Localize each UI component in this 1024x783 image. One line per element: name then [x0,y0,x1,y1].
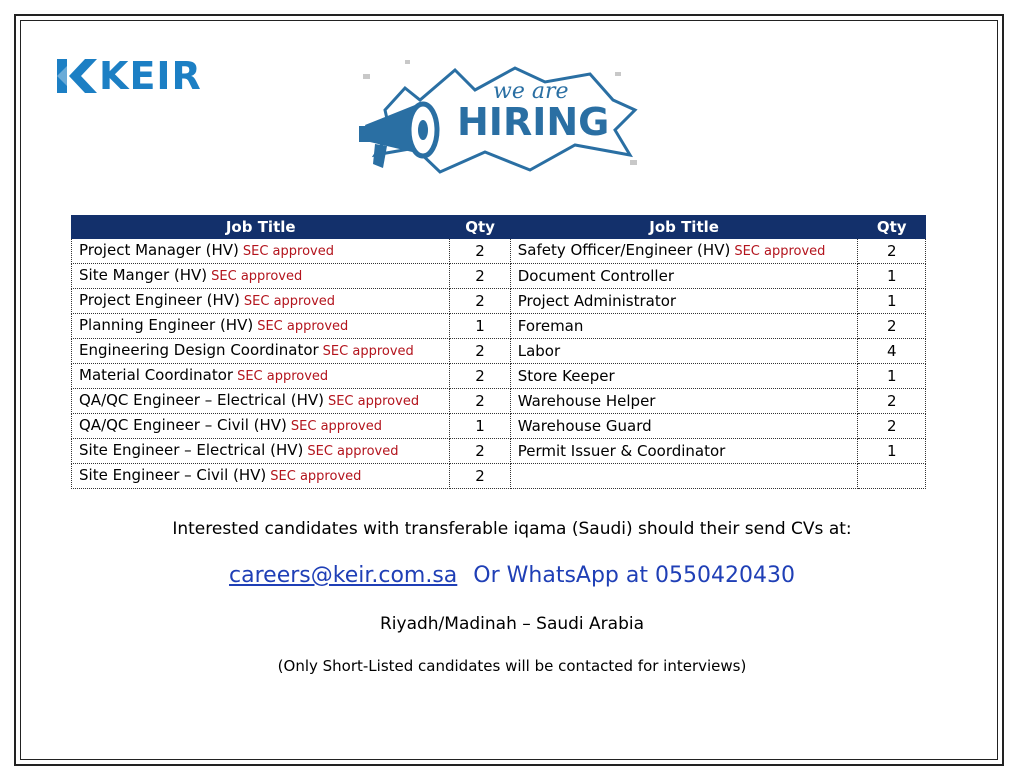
qty-cell-right: 4 [858,339,926,364]
job-title-cell-right [510,289,858,314]
job-title-cell-right [510,414,858,439]
job-title-cell-left [72,289,450,314]
qty-cell-right: 1 [858,439,926,464]
table-row [72,364,926,389]
interest-text: Interested candidates with transferable iqama (Saudi) should their send CVs at: [172,519,852,539]
sec-approved-tag: SEC approved [290,419,382,434]
table-row [72,239,926,264]
table-row [72,264,926,289]
job-title-cell-left [72,414,450,439]
sec-approved-tag: SEC approved [322,344,414,359]
job-title: Permit Issuer & Coordinator [517,442,726,460]
qty-cell-left: 1 [450,314,510,339]
qty-cell-left: 1 [450,414,510,439]
job-title: Engineering Design Coordinator [79,341,319,359]
job-title-cell-right [510,264,858,289]
table-row [72,339,926,364]
logo-text: KEIR [99,54,202,98]
job-title: Planning Engineer (HV) [79,316,254,334]
job-title-cell-left [72,389,450,414]
job-title: Site Engineer – Electrical (HV) [79,441,304,459]
keir-k-mark-icon [55,59,99,93]
table-header-row [72,216,926,239]
banner-big-text: HIRING [457,100,610,144]
table-row [72,464,926,489]
job-title: Store Keeper [517,367,615,385]
qty-cell-left: 2 [450,364,510,389]
qty-cell-right: 1 [858,364,926,389]
sec-approved-tag: SEC approved [242,244,334,259]
job-title-cell-left [72,339,450,364]
job-title: QA/QC Engineer – Electrical (HV) [79,391,324,409]
qty-cell-left: 2 [450,289,510,314]
qty-cell-right: 1 [858,289,926,314]
table-row [72,289,926,314]
jobs-table [71,215,926,489]
table-row [72,389,926,414]
qty-cell-right: 2 [858,389,926,414]
header-job-title-right: Job Title [510,216,858,239]
job-title-cell-right [510,239,858,264]
job-title-cell-right [510,439,858,464]
qty-cell-left: 2 [450,464,510,489]
contact-line [0,563,1024,588]
job-title-cell-right [510,364,858,389]
job-title: Project Manager (HV) [79,241,239,259]
sec-approved-tag: SEC approved [211,269,303,284]
qty-cell-right: 1 [858,264,926,289]
job-title-cell-right [510,339,858,364]
header-qty-right: Qty [858,216,926,239]
job-title-cell-right [510,464,858,489]
table-row [72,314,926,339]
job-title: Foreman [517,317,584,335]
job-title: Project Administrator [517,292,677,310]
job-title: Warehouse Guard [517,417,652,435]
job-title: Material Coordinator [79,366,234,384]
job-title-cell-left [72,439,450,464]
qty-cell-left: 2 [450,264,510,289]
table-body [72,239,926,489]
job-title-cell-left [72,314,450,339]
job-title-cell-left [72,364,450,389]
job-title-cell-right [510,389,858,414]
sec-approved-tag: SEC approved [257,319,349,334]
qty-cell-right [858,464,926,489]
we-are-hiring-banner [345,60,645,185]
job-title: Document Controller [517,267,674,285]
job-title-cell-left [72,264,450,289]
job-title: Project Engineer (HV) [79,291,240,309]
email-link[interactable]: careers@keir.com.sa [229,563,458,588]
sec-approved-tag: SEC approved [307,444,399,459]
qty-cell-right: 2 [858,314,926,339]
qty-cell-right: 2 [858,239,926,264]
qty-cell-left: 2 [450,339,510,364]
sec-approved-tag: SEC approved [327,394,420,409]
sec-approved-tag: SEC approved [270,469,362,484]
location-text: Riyadh/Madinah – Saudi Arabia [379,614,645,634]
qty-cell-right: 2 [858,414,926,439]
shortlist-note: (Only Short-Listed candidates will be contacted for interviews) [277,657,747,675]
whatsapp-text: Or WhatsApp at 0550420430 [473,563,795,588]
job-title-cell-left [72,239,450,264]
sec-approved-tag: SEC approved [237,369,329,384]
job-title: QA/QC Engineer – Civil (HV) [79,416,287,434]
job-title: Safety Officer/Engineer (HV) [517,241,731,259]
header-job-title-left: Job Title [72,216,450,239]
job-title: Labor [517,342,561,360]
job-title: Warehouse Helper [517,392,656,410]
job-title-cell-right [510,314,858,339]
header-qty-left: Qty [450,216,510,239]
qty-cell-left: 2 [450,239,510,264]
banner-small-text: we are [493,79,569,104]
sec-approved-tag: SEC approved [734,244,826,259]
qty-cell-left: 2 [450,439,510,464]
job-title: Site Engineer – Civil (HV) [79,466,267,484]
job-title: Site Manger (HV) [79,266,208,284]
keir-logo [55,56,202,96]
table-row [72,414,926,439]
table-row [72,439,926,464]
job-title-cell-left [72,464,450,489]
qty-cell-left: 2 [450,389,510,414]
sec-approved-tag: SEC approved [243,294,336,309]
